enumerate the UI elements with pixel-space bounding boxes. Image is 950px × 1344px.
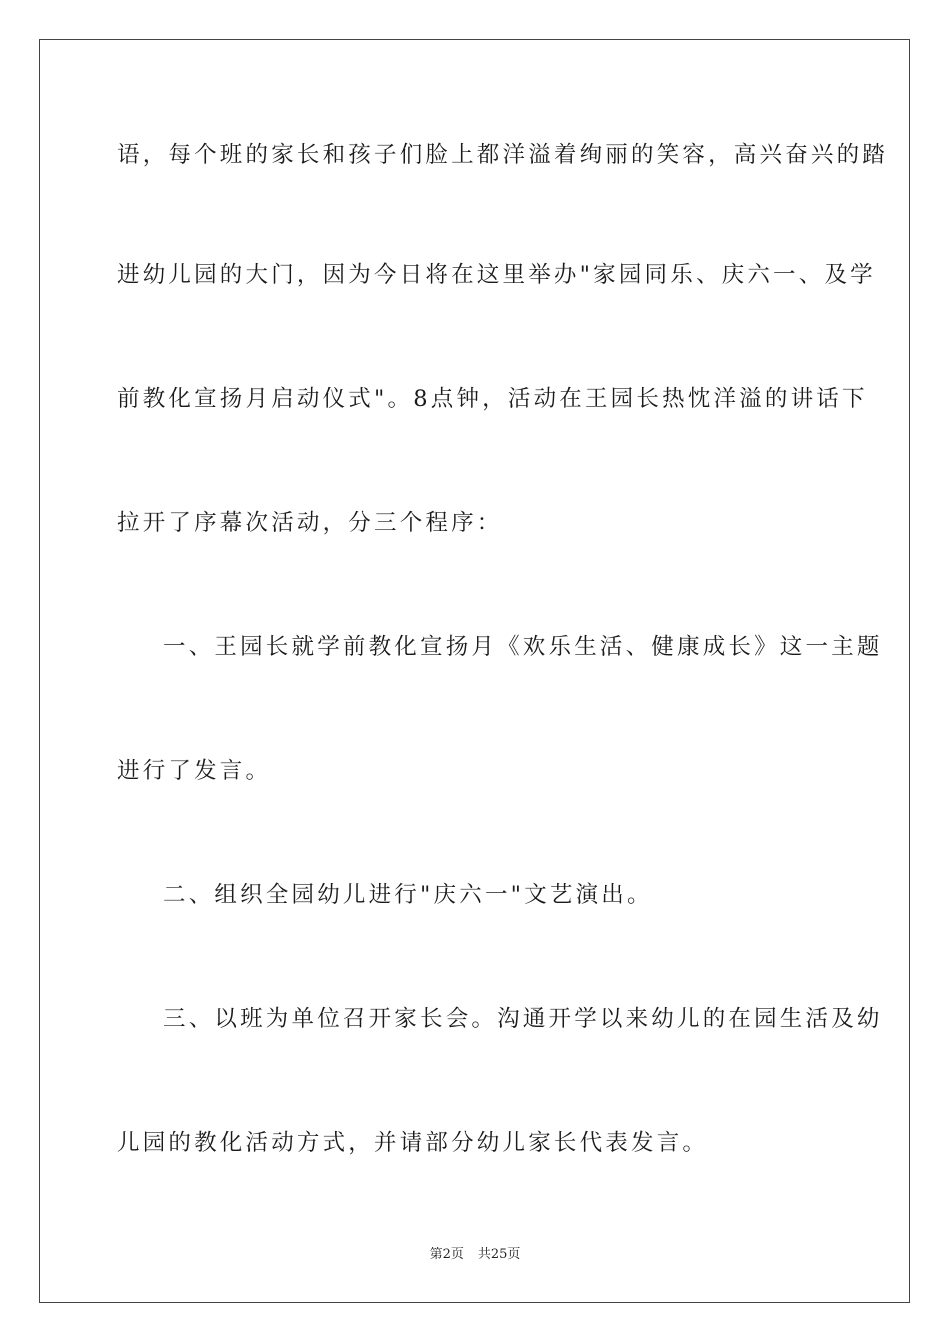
page-number-total: 共25页 [477, 1247, 521, 1262]
paragraph-line: 进行了发言。 [117, 758, 272, 784]
paragraph-line: 前教化宣扬月启动仪式"。8点钟，活动在王园长热忱洋溢的讲话下 [117, 386, 868, 412]
page-number-current: 第2页 [429, 1247, 464, 1262]
page-footer [0, 1246, 950, 1264]
paragraph-line: 语，每个班的家长和孩子们脸上都洋溢着绚丽的笑容，高兴奋兴的踏 [117, 142, 889, 168]
paragraph-line: 三、以班为单位召开家长会。沟通开学以来幼儿的在园生活及幼 [163, 1006, 883, 1032]
paragraph-line: 儿园的教化活动方式，并请部分幼儿家长代表发言。 [117, 1130, 709, 1156]
paragraph-line: 进幼儿园的大门，因为今日将在这里举办"家园同乐、庆六一、及学 [117, 262, 876, 288]
paragraph-line: 二、组织全园幼儿进行"庆六一"文艺演出。 [163, 882, 653, 908]
paragraph-line: 一、王园长就学前教化宣扬月《欢乐生活、健康成长》这一主题 [163, 634, 883, 660]
page-border [39, 39, 910, 1303]
paragraph-line: 拉开了序幕次活动，分三个程序： [117, 510, 503, 536]
